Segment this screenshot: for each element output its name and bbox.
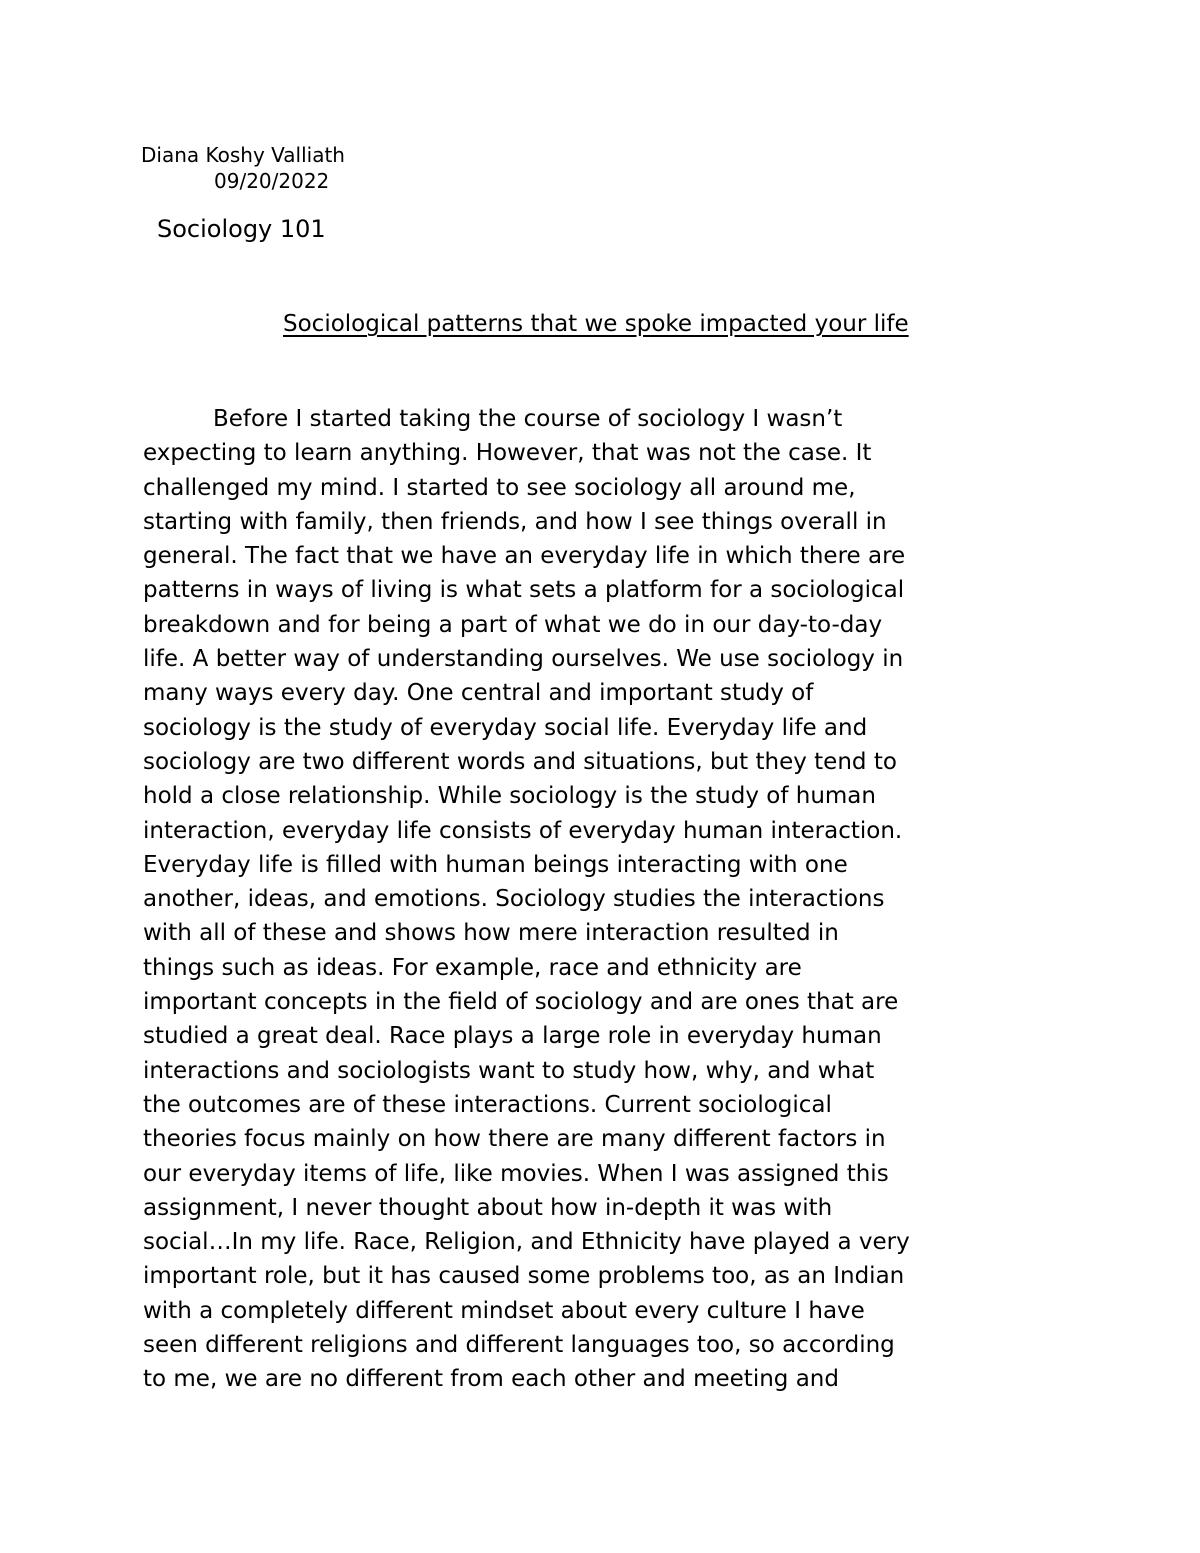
body-line: interaction, everyday life consists of everyday human interaction.	[143, 817, 903, 844]
body-line: breakdown and for being a part of what we do in our day-to-day	[143, 611, 883, 638]
body-line: with a completely different mindset about every culture I have	[143, 1297, 865, 1324]
body-line: Everyday life is filled with human beings interacting with one	[143, 851, 848, 878]
body-line: Before I started taking the course of sociology I wasn’t	[213, 406, 843, 432]
body-line: things such as ideas. For example, race and ethnicity are	[143, 954, 802, 981]
body-line: hold a close relationship. While sociology is the study of human	[143, 783, 876, 810]
body-line: important role, but it has caused some problems too, as an Indian	[143, 1263, 905, 1290]
body-line: assignment, I never thought about how in-depth it was with	[143, 1194, 833, 1221]
essay-title: Sociological patterns that we spoke impacted your life	[283, 311, 909, 337]
body-line: social…In my life. Race, Religion, and Ethnicity have played a very	[143, 1229, 910, 1256]
assignment-date: 09/20/2022	[214, 169, 330, 193]
body-line: seen different religions and different languages too, so according	[143, 1332, 895, 1359]
author-name: Diana Koshy Valliath	[141, 143, 345, 167]
body-line: interactions and sociologists want to study how, why, and what	[143, 1057, 875, 1084]
body-line: expecting to learn anything. However, that was not the case. It	[143, 440, 872, 467]
body-line: studied a great deal. Race plays a large role in everyday human	[143, 1023, 882, 1050]
course-name: Sociology 101	[157, 215, 326, 243]
body-line: the outcomes are of these interactions. Current sociological	[143, 1091, 832, 1118]
body-line: life. A better way of understanding ourselves. We use sociology in	[143, 646, 904, 673]
body-line: another, ideas, and emotions. Sociology studies the interactions	[143, 886, 885, 913]
body-line: general. The fact that we have an everyday life in which there are	[143, 543, 906, 570]
essay-body	[143, 402, 1073, 1397]
body-line: our everyday items of life, like movies. When I was assigned this	[143, 1160, 889, 1187]
body-line: important concepts in the field of sociology and are ones that are	[143, 989, 899, 1016]
body-line: to me, we are no different from each other and meeting and	[143, 1366, 839, 1393]
body-line: many ways every day. One central and important study of	[143, 680, 814, 707]
body-line: sociology are two different words and situations, but they tend to	[143, 748, 897, 775]
body-line: challenged my mind. I started to see sociology all around me,	[143, 474, 856, 501]
body-line: sociology is the study of everyday social life. Everyday life and	[143, 714, 868, 741]
body-line: starting with family, then friends, and how I see things overall in	[143, 508, 887, 535]
body-line: with all of these and shows how mere interaction resulted in	[143, 920, 839, 947]
body-line: patterns in ways of living is what sets a platform for a sociological	[143, 577, 905, 604]
body-line: theories focus mainly on how there are many different factors in	[143, 1126, 886, 1153]
